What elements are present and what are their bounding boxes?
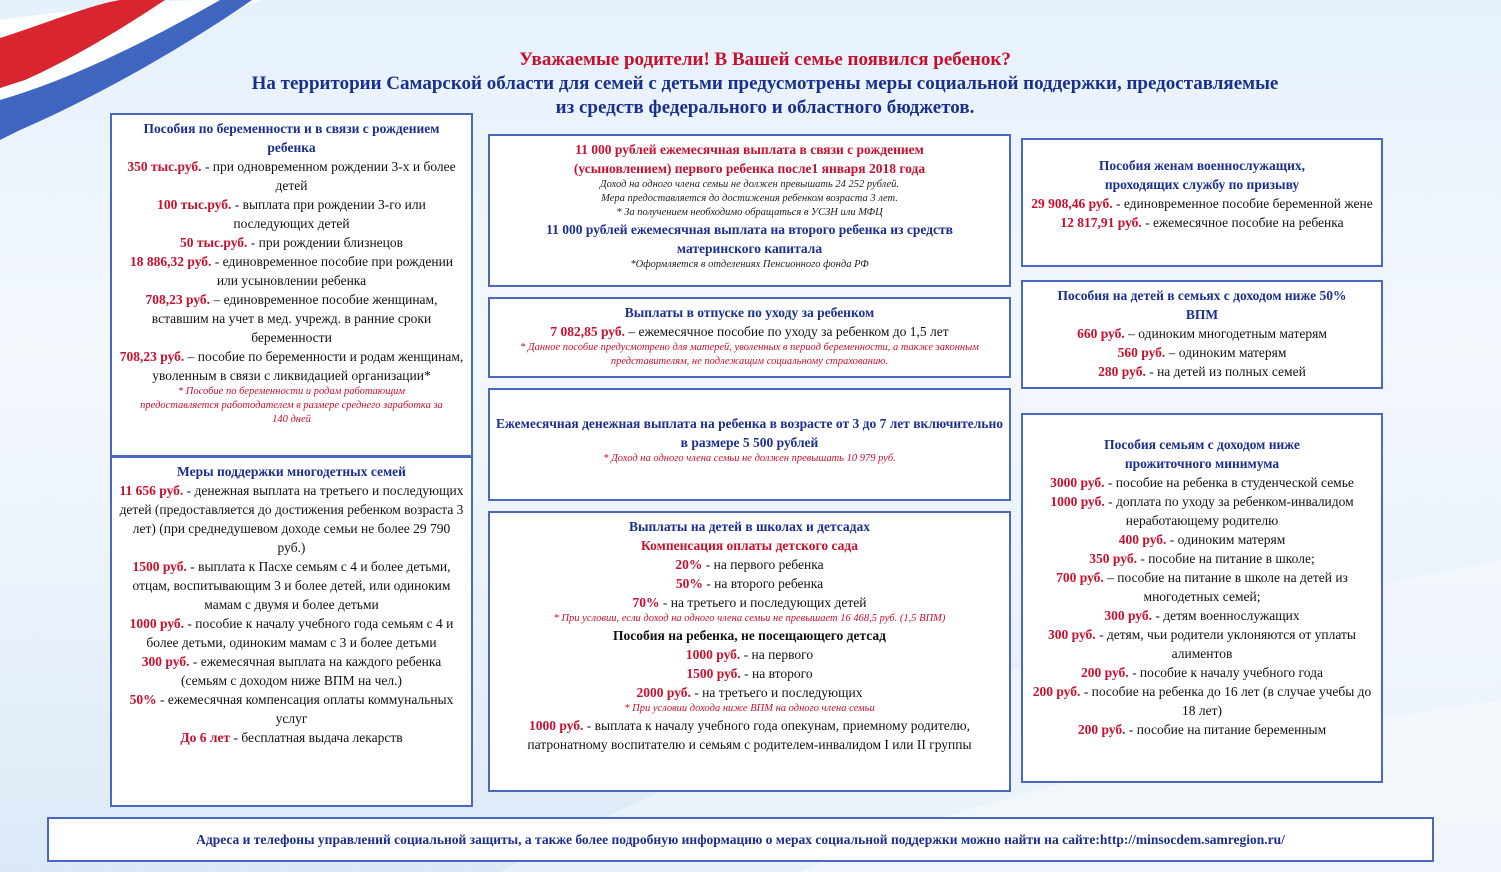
benefit-amount: 11 656 руб. xyxy=(119,483,184,498)
card-note: * Доход на одного члена семьи не должен превышать 10 979 руб. xyxy=(603,453,896,464)
benefit-amount: 700 руб. xyxy=(1056,570,1104,585)
benefit-line xyxy=(118,195,465,233)
benefit-text: - на детей из полных семей xyxy=(1145,364,1306,379)
benefit-line xyxy=(1029,682,1375,720)
subsistence-minimum-card xyxy=(1021,413,1383,783)
benefit-amount: 1000 руб. xyxy=(685,647,741,662)
benefit-line xyxy=(1029,194,1375,213)
benefit-amount: 400 руб. xyxy=(1118,532,1167,547)
benefit-text: - при рождении близнецов xyxy=(247,235,404,250)
benefit-text: - ежемесячное пособие на ребенка xyxy=(1141,215,1344,230)
card-note: Мера предоставляется до достижения ребенком возраста 3 лет. xyxy=(601,193,898,204)
benefit-text: - пособие на ребенка в студенческой семье xyxy=(1104,475,1354,490)
benefit-text: - пособие к началу учебного года семьям с 4 и более детьми, одиноким мамам с 3 и более детьми xyxy=(146,616,454,650)
benefit-text: - на третьего и последующих xyxy=(690,685,863,700)
benefit-amount: 280 руб. xyxy=(1098,364,1146,379)
benefit-amount: 1000 руб. xyxy=(1050,494,1105,509)
first-child-payment-card xyxy=(488,134,1011,287)
header-subtitle-line1: На территории Самарской области для семей с детьми предусмотрены меры социальной поддержки, предоставляемые xyxy=(251,73,1279,94)
benefit-text: - ежемесячная компенсация оплаты коммунальных услуг xyxy=(156,692,454,726)
benefit-amount: 660 руб. xyxy=(1077,326,1125,341)
benefit-line xyxy=(1029,324,1375,343)
footer-text: Адреса и телефоны управлений социальной защиты, а также более подробную информацию о мерах социальной поддержки можно найти на сайте:http://minsocdem.samregion.ru/ xyxy=(196,831,1285,847)
benefit-amount: 1500 руб. xyxy=(686,666,741,681)
benefit-line xyxy=(118,728,465,747)
card-title: Пособия женам военнослужащих, проходящих службу по призыву xyxy=(1098,158,1306,192)
large-families-card xyxy=(110,456,473,807)
benefit-line xyxy=(118,614,465,652)
benefit-amount: 300 руб. xyxy=(1048,627,1096,642)
benefit-line xyxy=(118,290,465,347)
benefit-amount: 50% xyxy=(675,576,703,591)
benefit-text: - на первого ребенка xyxy=(702,557,824,572)
benefit-text: – ежемесячное пособие по уходу за ребенком до 1,5 лет xyxy=(624,324,949,339)
benefit-amount: 2000 руб. xyxy=(636,685,691,700)
benefit-text: - пособие на питание беременным xyxy=(1125,722,1327,737)
benefit-text: – одиноким матерям xyxy=(1165,345,1287,360)
benefit-line xyxy=(496,322,1003,341)
benefit-text: - на третьего и последующих детей xyxy=(659,595,867,610)
card-title: Меры поддержки многодетных семей xyxy=(177,464,406,479)
benefit-text: - выплата к началу учебного года опекунам, приемному родителю, патронатному воспитателю и семьям с родителем-инвалидом I или II группы xyxy=(527,718,972,752)
benefit-text: - единовременное пособие при рождении или усыновлении ребенка xyxy=(211,254,454,288)
benefit-line xyxy=(118,690,465,728)
card-note: Доход на одного члена семьи не должен превышать 24 252 рублей. xyxy=(599,179,900,190)
benefit-line xyxy=(118,652,465,690)
benefit-amount: 50 тыс.руб. xyxy=(179,235,248,250)
benefit-amount: 708,23 руб. xyxy=(119,349,185,364)
pregnancy-benefits-card xyxy=(110,113,473,457)
card-note: * Пособие по беременности и родам работающим предоставляется работодателем в размере среднего заработка за 140 дней xyxy=(140,386,443,425)
benefit-text: – пособие по беременности и родам женщинам, уволенным в связи с ликвидацией организации* xyxy=(152,349,464,383)
benefit-amount: 1000 руб. xyxy=(129,616,185,631)
benefit-line xyxy=(118,557,465,614)
card-title: Выплаты в отпуске по уходу за ребенком xyxy=(624,305,875,320)
benefit-amount: 70% xyxy=(632,595,660,610)
benefit-line xyxy=(1029,549,1375,568)
card-note: * При условии дохода ниже ВПМ на одного члена семьи xyxy=(624,703,875,714)
benefit-text: - одиноким матерям xyxy=(1166,532,1286,547)
benefit-text: - бесплатная выдача лекарств xyxy=(230,730,403,745)
benefit-line xyxy=(118,157,465,195)
benefit-amount: 29 908,46 руб. xyxy=(1031,196,1113,211)
benefit-amount: 100 тыс.руб. xyxy=(157,197,232,212)
benefit-text: - выплата при рождении 3-го или последующих детей xyxy=(231,197,426,231)
military-wives-card xyxy=(1021,138,1383,267)
benefit-line xyxy=(118,481,465,557)
benefit-text: - пособие к началу учебного года xyxy=(1128,665,1323,680)
benefit-text: - денежная выплата на третьего и последующих детей (предоставляется до достижения ребенком возраста 3 лет) (при среднедушевом доходе семьи не более 29 790 руб.) xyxy=(119,483,464,555)
benefit-line xyxy=(1029,213,1375,232)
benefit-line xyxy=(1029,343,1375,362)
benefit-text: - пособие на ребенка до 16 лет (в случае учебы до 18 лет) xyxy=(1080,684,1372,718)
benefit-line xyxy=(1029,492,1375,530)
benefit-line xyxy=(496,664,1003,683)
benefit-line xyxy=(1029,568,1375,606)
benefit-line xyxy=(496,645,1003,664)
card-title: Выплаты на детей в школах и детсадах xyxy=(628,519,871,534)
benefit-text: - на первого xyxy=(740,647,814,662)
benefit-amount: 20% xyxy=(675,557,703,572)
benefit-line xyxy=(496,555,1003,574)
benefit-line xyxy=(496,574,1003,593)
page-header xyxy=(0,48,1501,120)
header-greeting: Уважаемые родители! В Вашей семье появился ребенок? xyxy=(519,49,1011,70)
benefit-amount: 18 886,32 руб. xyxy=(129,254,212,269)
benefit-text: – одиноким многодетным матерям xyxy=(1124,326,1327,341)
benefit-amount: 300 руб. xyxy=(141,654,190,669)
benefit-text: - единовременное пособие беременной жене xyxy=(1112,196,1373,211)
benefit-amount: До 6 лет xyxy=(180,730,231,745)
benefit-text: - выплата к Пасхе семьям с 4 и более детьми, отцам, воспитывающим 3 и более детей, или одиноким мамам с двумя и более детьми xyxy=(132,559,451,612)
card-title-2: 11 000 рублей ежемесячная выплата на второго ребенка из средств материнского капитала xyxy=(546,222,953,256)
age-3-7-payment-card xyxy=(488,388,1011,501)
benefit-amount: 12 817,91 руб. xyxy=(1060,215,1142,230)
footer-info-bar xyxy=(47,817,1434,862)
card-note: * Данное пособие предусмотрено для матерей, уволенных в период беременности, а также законным представителям, не подлежащим социальному страхованию. xyxy=(520,342,979,367)
benefit-line xyxy=(1029,362,1375,381)
benefit-amount: 1000 руб. xyxy=(528,718,584,733)
card-title: Ежемесячная денежная выплата на ребенка в возрасте от 3 до 7 лет включительно в размере 5 500 рублей xyxy=(496,416,1003,450)
benefit-text: - ежемесячная выплата на каждого ребенка (семьям с доходом ниже ВПМ на чел.) xyxy=(180,654,442,688)
benefit-amount: 50% xyxy=(129,692,157,707)
benefit-text: - на второго xyxy=(740,666,813,681)
benefit-line xyxy=(118,252,465,290)
benefit-text: - детям военнослужащих xyxy=(1151,608,1300,623)
card-title: Пособия по беременности и в связи с рождением ребенка xyxy=(143,121,440,155)
card-note: * При условии, если доход на одного члена семьи не превышает 16 468,5 руб. (1,5 ВПМ) xyxy=(553,613,946,624)
benefit-line xyxy=(1029,663,1375,682)
childcare-leave-card xyxy=(488,297,1011,378)
benefit-text: - на второго ребенка xyxy=(702,576,824,591)
benefit-line xyxy=(496,593,1003,612)
benefit-amount: 1500 руб. xyxy=(132,559,187,574)
benefit-amount: 708,23 руб. xyxy=(145,292,211,307)
schools-kindergartens-card xyxy=(488,511,1011,792)
benefit-line xyxy=(118,347,465,385)
card-note: *Оформляется в отделениях Пенсионного фонда РФ xyxy=(630,259,869,270)
benefit-text: - детям, чьи родители уклоняются от уплаты алиментов xyxy=(1095,627,1356,661)
benefit-text: – единовременное пособие женщинам, вставшим на учет в мед. учрежд. в ранние сроки беременности xyxy=(151,292,438,345)
card-title: Пособия на детей в семьях с доходом ниже 50% ВПМ xyxy=(1057,288,1347,322)
low-income-card xyxy=(1021,280,1383,389)
benefit-amount: 350 руб. xyxy=(1089,551,1137,566)
benefit-amount: 3000 руб. xyxy=(1050,475,1105,490)
benefit-line xyxy=(496,716,1003,754)
benefit-line xyxy=(1029,530,1375,549)
benefit-amount: 560 руб. xyxy=(1117,345,1166,360)
benefit-text: - пособие на питание в школе; xyxy=(1136,551,1315,566)
header-subtitle-line2: из средств федерального и областного бюджетов. xyxy=(555,97,975,118)
benefit-amount: 7 082,85 руб. xyxy=(550,324,625,339)
benefit-text: - при одновременном рождении 3-х и более детей xyxy=(201,159,456,193)
benefit-line xyxy=(1029,606,1375,625)
card-title: Пособия семьям с доходом ниже прожиточного минимума xyxy=(1104,437,1300,471)
benefit-amount: 200 руб. xyxy=(1077,722,1126,737)
benefit-amount: 300 руб. xyxy=(1104,608,1152,623)
benefit-line xyxy=(118,233,465,252)
benefit-amount: 200 руб. xyxy=(1032,684,1081,699)
card-subtitle: Компенсация оплаты детского сада xyxy=(641,538,858,553)
benefit-line xyxy=(1029,720,1375,739)
benefit-line xyxy=(1029,625,1375,663)
benefit-text: - доплата по уходу за ребенком-инвалидом неработающему родителю xyxy=(1104,494,1354,528)
card-subtitle-2: Пособия на ребенка, не посещающего детсад xyxy=(613,628,886,643)
benefit-text: – пособие на питание в школе на детей из многодетных семей; xyxy=(1103,570,1348,604)
card-note: * За получением необходимо обращаться в УСЗН или МФЦ xyxy=(616,207,883,218)
card-title: 11 000 рублей ежемесячная выплата в связи с рождением (усыновлением) первого ребенка после1 января 2018 года xyxy=(573,142,926,176)
benefit-line xyxy=(1029,473,1375,492)
benefit-line xyxy=(496,683,1003,702)
benefit-amount: 200 руб. xyxy=(1081,665,1129,680)
benefit-amount: 350 тыс.руб. xyxy=(127,159,202,174)
